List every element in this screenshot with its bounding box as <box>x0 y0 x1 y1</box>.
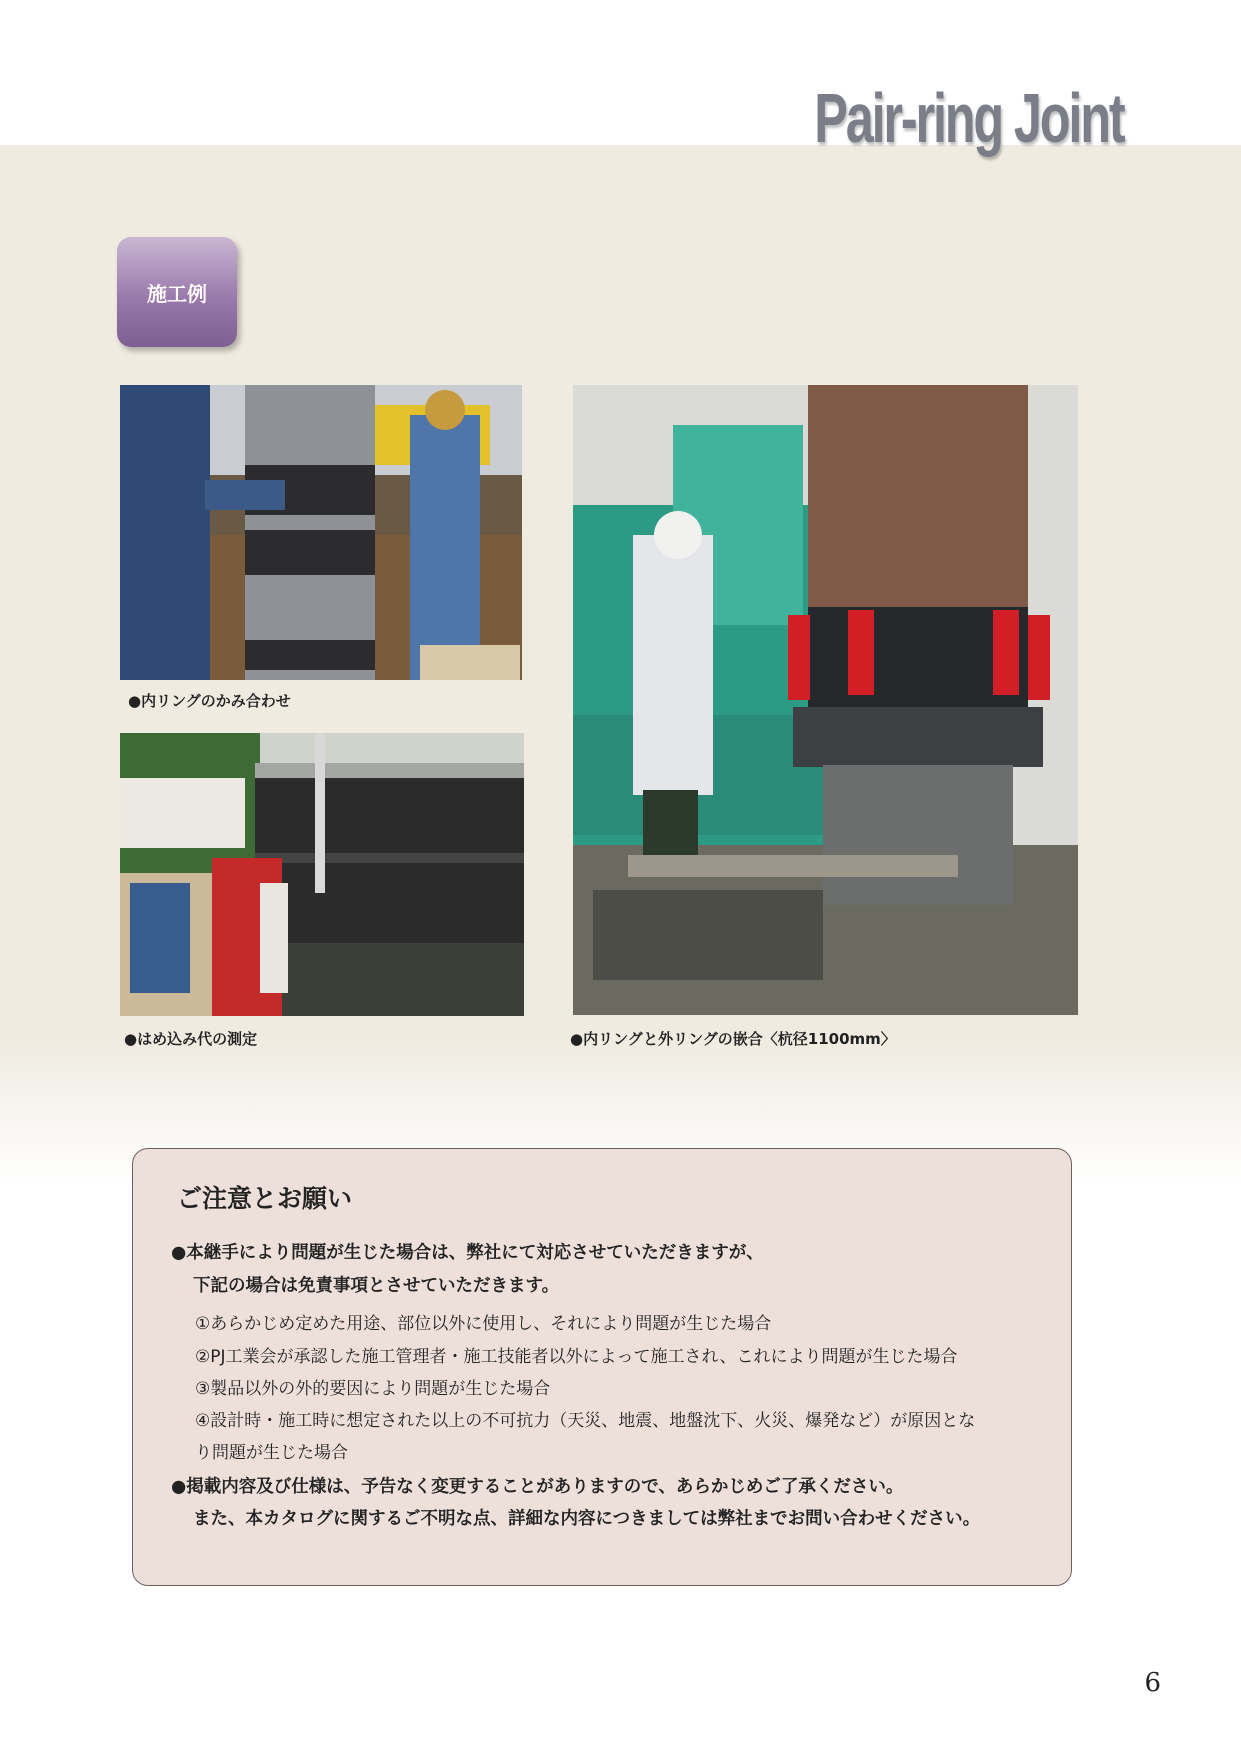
notice-lead: ●本継手により問題が生じた場合は、弊社にて対応させていただきますが、 <box>171 1243 764 1263</box>
page-number: 6 <box>1144 1668 1161 1698</box>
notice-closing: ●掲載内容及び仕様は、予告なく変更することがありますので、あらかじめご了承ください。 <box>171 1477 904 1497</box>
notice-box <box>132 1148 1072 1586</box>
notice-item: ④設計時・施工時に想定された以上の不可抗力（天災、地震、地盤沈下、火災、爆発など）が原因とな <box>195 1411 976 1431</box>
notice-closing: また、本カタログに関するご不明な点、詳細な内容につきましては弊社までお問い合わせください。 <box>193 1509 981 1529</box>
notice-item: ①あらかじめ定めた用途、部位以外に使用し、それにより問題が生じた場合 <box>195 1314 772 1334</box>
photo-ring-fitting <box>573 385 1078 1015</box>
notice-item: ③製品以外の外的要因により問題が生じた場合 <box>195 1379 551 1399</box>
notice-item: り問題が生じた場合 <box>195 1443 348 1463</box>
photo-inner-ring-engagement <box>120 385 522 680</box>
photo-caption: ●内リングと外リングの嵌合〈杭径1100mm〉 <box>570 1030 896 1048</box>
brand-title: Pair-ring Joint <box>813 79 1123 157</box>
photo-caption: ●はめ込み代の測定 <box>124 1030 258 1048</box>
notice-lead: 下記の場合は免責事項とさせていただきます。 <box>193 1276 560 1296</box>
notice-item: ②PJ工業会が承認した施工管理者・施工技能者以外によって施工され、これにより問題が生じた場合 <box>195 1347 958 1367</box>
notice-title: ご注意とお願い <box>177 1184 353 1213</box>
photo-fitting-measurement <box>120 733 524 1016</box>
section-tag: 施工例 <box>117 237 237 347</box>
photo-caption: ●内リングのかみ合わせ <box>128 692 291 710</box>
